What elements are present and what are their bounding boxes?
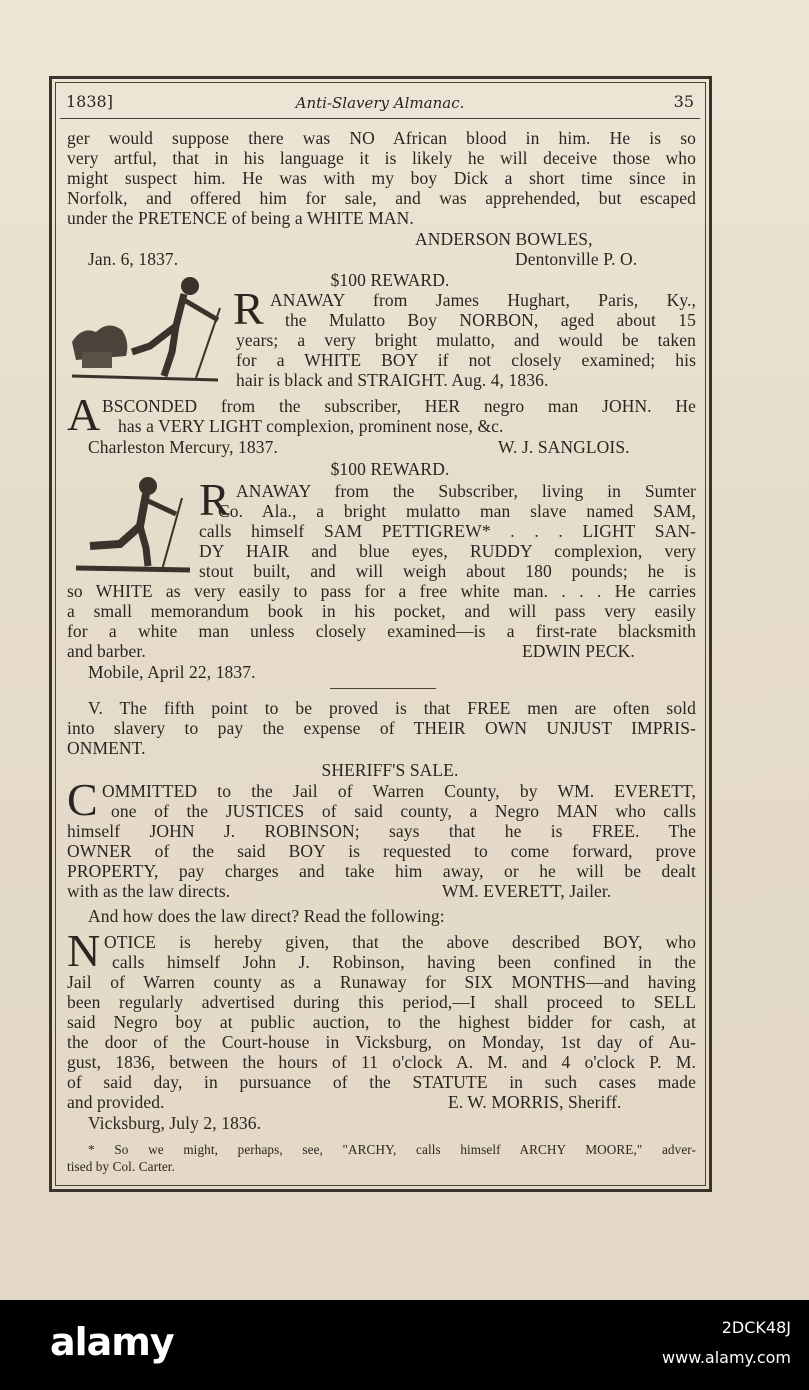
absconded-source: Charleston Mercury, 1837. xyxy=(88,437,278,457)
notice-line: the door of the Court-house in Vicksburg, on Monday, 1st day of Au- xyxy=(67,1032,696,1052)
intro-line: very artful, that in his language it is likely he will deceive those who xyxy=(67,148,696,168)
reward1-line: for a WHITE BOY if not closely examined; his xyxy=(236,350,696,370)
reward2-line: calls himself SAM PETTIGREW* . . . LIGHT SAN- xyxy=(199,521,696,541)
drop-cap: C xyxy=(67,774,98,825)
question-line: And how does the law direct? Read the following: xyxy=(88,906,445,926)
reward2-line: stout built, and will weigh about 180 pounds; he is xyxy=(199,561,696,581)
reward1-line: hair is black and STRAIGHT. Aug. 4, 1836. xyxy=(236,370,549,390)
notice-signer: E. W. MORRIS, Sheriff. xyxy=(448,1092,622,1112)
watermark-url: www.alamy.com xyxy=(662,1348,791,1367)
header-year: 1838] xyxy=(66,92,113,111)
notice-dateline: Vicksburg, July 2, 1836. xyxy=(88,1113,262,1133)
header-rule xyxy=(60,118,700,119)
drop-cap: N xyxy=(67,925,101,976)
reward2-line: and barber. xyxy=(67,641,146,661)
drop-cap: R xyxy=(233,283,264,334)
sheriff-heading: SHERIFF'S SALE. xyxy=(321,760,459,780)
notice-line: and provided. xyxy=(67,1092,165,1112)
reward1-heading: $100 REWARD. xyxy=(330,270,450,290)
notice-line: Jail of Warren county as a Runaway for SIX MONTHS—and having xyxy=(67,972,696,992)
reward2-line: ANAWAY from the Subscriber, living in Sumter xyxy=(236,481,696,501)
header-title: Anti-Slavery Almanac. xyxy=(295,94,465,112)
reward1-line: the Mulatto Boy NORBON, aged about 15 xyxy=(285,310,696,330)
section-rule xyxy=(330,688,436,689)
reward2-heading: $100 REWARD. xyxy=(330,459,450,479)
reward1-line: ANAWAY from James Hughart, Paris, Ky., xyxy=(270,290,696,310)
intro-line: ger would suppose there was NO African blood in him. He is so xyxy=(67,128,696,148)
bowles-signer: ANDERSON BOWLES, xyxy=(415,229,593,249)
reward2-line: DY HAIR and blue eyes, RUDDY complexion, very xyxy=(199,541,696,561)
sheriff-line: one of the JUSTICES of said county, a Negro MAN who calls xyxy=(111,801,696,821)
image-id: 2DCK48J xyxy=(721,1318,791,1337)
sheriff-signer: WM. EVERETT, Jailer. xyxy=(442,881,612,901)
bowles-place: Dentonville P. O. xyxy=(515,249,638,269)
point5-line: into slavery to pay the expense of THEIR OWN UNJUST IMPRIS- xyxy=(67,718,696,738)
intro-line: Norfolk, and offered him for sale, and was apprehended, but escaped xyxy=(67,188,696,208)
bowles-date: Jan. 6, 1837. xyxy=(88,249,179,269)
reward2-line: Co. Ala., a bright mulatto man slave named SAM, xyxy=(218,501,696,521)
alamy-logo: alamy xyxy=(50,1320,174,1364)
sheriff-line: himself JOHN J. ROBINSON; says that he is FREE. The xyxy=(67,821,696,841)
absconded-line: has a VERY LIGHT complexion, prominent nose, &c. xyxy=(118,416,504,436)
footnote-line: * So we might, perhaps, see, "ARCHY, calls himself ARCHY MOORE," adver- xyxy=(88,1142,696,1157)
point5-line: ONMENT. xyxy=(67,738,146,758)
absconded-line: BSCONDED from the subscriber, HER negro man JOHN. He xyxy=(102,396,696,416)
notice-line: said Negro boy at public auction, to the highest bidder for cash, at xyxy=(67,1012,696,1032)
sheriff-line: with as the law directs. xyxy=(67,881,231,901)
notice-line: gust, 1836, between the hours of 11 o'clock A. M. and 4 o'clock P. M. xyxy=(67,1052,696,1072)
runaway-woodcut-1 xyxy=(68,272,228,388)
watermark-bar xyxy=(0,1300,809,1390)
sheriff-line: PROPERTY, pay charges and take him away, or he will be dealt xyxy=(67,861,696,881)
reward2-dateline: Mobile, April 22, 1837. xyxy=(88,662,256,682)
intro-line: might suspect him. He was with my boy Dick a short time since in xyxy=(67,168,696,188)
running-header xyxy=(66,92,694,114)
notice-line: of said day, in pursuance of the STATUTE in such cases made xyxy=(67,1072,696,1092)
reward2-line: for a white man unless closely examined—is a first-rate blacksmith xyxy=(67,621,696,641)
notice-line: been regularly advertised during this period,—I shall proceed to SELL xyxy=(67,992,696,1012)
absconded-signer: W. J. SANGLOIS. xyxy=(498,437,630,457)
page-number: 35 xyxy=(673,92,694,111)
reward2-line: a small memorandum book in his pocket, and will pass very easily xyxy=(67,601,696,621)
drop-cap: R xyxy=(199,474,230,525)
runaway-woodcut-2 xyxy=(74,474,192,574)
sheriff-line: OWNER of the said BOY is requested to come forward, prove xyxy=(67,841,696,861)
notice-line: calls himself John J. Robinson, having been confined in the xyxy=(112,952,696,972)
footnote-line: tised by Col. Carter. xyxy=(67,1159,175,1174)
drop-cap: A xyxy=(67,389,101,440)
notice-line: OTICE is hereby given, that the above described BOY, who xyxy=(104,932,696,952)
reward2-line: so WHITE as very easily to pass for a free white man. . . . He carries xyxy=(67,581,696,601)
sheriff-line: OMMITTED to the Jail of Warren County, by WM. EVERETT, xyxy=(102,781,696,801)
intro-line: under the PRETENCE of being a WHITE MAN. xyxy=(67,208,414,228)
reward2-signer: EDWIN PECK. xyxy=(522,641,635,661)
reward1-line: years; a very bright mulatto, and would be taken xyxy=(236,330,696,350)
point5-line: V. The fifth point to be proved is that FREE men are often sold xyxy=(88,698,696,718)
